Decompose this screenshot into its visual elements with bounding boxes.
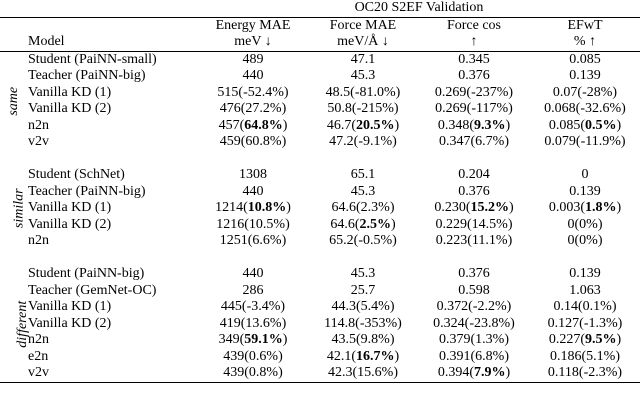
energy-mae-cell: 445(-3.4%) bbox=[220, 299, 286, 314]
efwt-cell: 0.085 bbox=[530, 51, 640, 68]
force-mae-cell: 47.2(-9.1%) bbox=[329, 134, 397, 149]
efwt-cell: 0.139 bbox=[569, 266, 601, 281]
force-mae-cell: 46.7(20.5%) bbox=[326, 117, 400, 133]
efwt-cell: 0.07(-28%) bbox=[552, 84, 618, 100]
energy-mae-cell: 286 bbox=[242, 282, 264, 298]
force-mae-cell: 45.3 bbox=[350, 266, 376, 281]
model-name-cell: v2v bbox=[28, 365, 198, 382]
model-name-cell: Teacher (PaiNN-big) bbox=[28, 183, 146, 199]
model-name-cell: Vanilla KD (1) bbox=[28, 200, 112, 215]
group-spacer bbox=[0, 151, 640, 168]
table-row bbox=[0, 349, 640, 366]
table-row bbox=[0, 266, 640, 283]
efwt-cell: 0.003(1.8%) bbox=[548, 200, 622, 215]
group-label-text: same bbox=[6, 86, 22, 116]
table-row bbox=[0, 167, 640, 184]
efwt-cell: 0.139 bbox=[569, 183, 601, 199]
energy-mae-cell: 1308 bbox=[239, 167, 267, 182]
table-row bbox=[0, 118, 640, 135]
table-row bbox=[0, 68, 640, 85]
energy-mae-cell: 419(13.6%) bbox=[219, 315, 287, 331]
force-cos-cell: 0.379(1.3%) bbox=[439, 332, 509, 347]
table-row bbox=[0, 200, 640, 217]
table-row bbox=[0, 316, 640, 333]
energy-mae-cell: 1216(10.5%) bbox=[216, 216, 290, 232]
energy-mae-cell: 439(0.6%) bbox=[223, 348, 283, 364]
header-row-1 bbox=[0, 17, 640, 34]
force-mae-cell: 45.3 bbox=[350, 183, 376, 199]
force-cos-cell: 0.229(14.5%) bbox=[435, 216, 513, 232]
header-force-mae: Force MAE bbox=[308, 17, 418, 34]
table-row bbox=[0, 101, 640, 118]
group-label-text: similar bbox=[11, 188, 27, 229]
force-cos-cell: 0.230(15.2%) bbox=[434, 200, 514, 215]
force-cos-cell: 0.204 bbox=[458, 167, 490, 182]
header-model: Model bbox=[28, 34, 65, 49]
force-cos-cell: 0.598 bbox=[458, 282, 490, 298]
model-name-cell: e2n bbox=[28, 348, 49, 364]
table-row bbox=[0, 184, 640, 201]
efwt-cell: 0.118(-2.3%) bbox=[530, 365, 640, 382]
efwt-cell: 0(0%) bbox=[567, 216, 603, 232]
model-name-cell: Vanilla KD (2) bbox=[28, 315, 112, 331]
force-mae-cell: 47.1 bbox=[308, 51, 418, 68]
efwt-cell: 0.127(-1.3%) bbox=[547, 315, 623, 331]
group-label-same bbox=[0, 51, 28, 151]
efwt-cell: 0 bbox=[581, 167, 589, 182]
model-name-cell: n2n bbox=[28, 117, 49, 133]
table-row bbox=[0, 283, 640, 300]
model-name-cell: Vanilla KD (1) bbox=[28, 299, 112, 314]
energy-mae-cell: 440 bbox=[242, 183, 264, 199]
force-cos-cell: 0.269(-237%) bbox=[434, 84, 514, 100]
energy-mae-cell: 515(-52.4%) bbox=[217, 84, 289, 100]
efwt-cell: 0(0%) bbox=[567, 233, 603, 248]
efwt-cell: 1.063 bbox=[569, 282, 601, 298]
table-row bbox=[0, 217, 640, 234]
table-row bbox=[0, 365, 640, 382]
efwt-cell: 0.068(-32.6%) bbox=[544, 101, 626, 116]
energy-mae-cell: 459(60.8%) bbox=[219, 134, 287, 149]
table-title: OC20 S2EF Validation bbox=[354, 0, 484, 15]
model-name-cell: Student (PaiNN-small) bbox=[28, 51, 198, 68]
energy-mae-cell: 489 bbox=[198, 51, 308, 68]
force-cos-cell: 0.223(11.1%) bbox=[435, 233, 513, 248]
energy-mae-cell: 476(27.2%) bbox=[219, 101, 287, 116]
force-cos-cell: 0.376 bbox=[458, 68, 490, 83]
force-cos-cell: 0.391(6.8%) bbox=[439, 348, 509, 364]
model-name-cell: Student (PaiNN-big) bbox=[28, 266, 145, 281]
header-force-cos: Force cos bbox=[418, 17, 530, 34]
group-label-similar bbox=[0, 167, 28, 250]
header-row-2 bbox=[0, 34, 640, 51]
energy-mae-cell: 457(64.8%) bbox=[218, 117, 288, 133]
model-name-cell: Teacher (PaiNN-big) bbox=[28, 68, 146, 83]
model-name-cell: Vanilla KD (2) bbox=[28, 101, 112, 116]
energy-mae-cell: 440 bbox=[242, 68, 264, 83]
table-row bbox=[0, 332, 640, 349]
force-mae-cell: 65.1 bbox=[350, 167, 376, 182]
model-name-cell: n2n bbox=[28, 332, 49, 347]
force-mae-cell: 50.8(-215%) bbox=[327, 101, 399, 116]
efwt-cell: 0.139 bbox=[569, 68, 601, 83]
force-mae-cell: 25.7 bbox=[350, 282, 376, 298]
group-label-different bbox=[0, 266, 31, 382]
table-row bbox=[0, 85, 640, 102]
energy-mae-cell: 1214(10.8%) bbox=[215, 200, 291, 215]
energy-mae-cell: 1251(6.6%) bbox=[219, 233, 287, 248]
table-row bbox=[0, 299, 640, 316]
force-mae-cell: 42.3(15.6%) bbox=[308, 365, 418, 382]
header-energy-mae: Energy MAE bbox=[198, 17, 308, 34]
force-cos-cell: 0.347(6.7%) bbox=[439, 134, 509, 149]
force-mae-cell: 44.3(5.4%) bbox=[331, 299, 395, 314]
force-cos-cell: 0.394(7.9%) bbox=[418, 365, 530, 382]
header-efwt: EFwT bbox=[530, 17, 640, 34]
model-name-cell: Vanilla KD (1) bbox=[28, 84, 112, 100]
model-name-cell: Teacher (GemNet-OC) bbox=[28, 282, 157, 298]
force-mae-cell: 48.5(-81.0%) bbox=[325, 84, 401, 100]
force-mae-cell: 64.6(2.3%) bbox=[331, 200, 395, 215]
efwt-cell: 0.14(0.1%) bbox=[553, 299, 617, 314]
header-efwt-unit: % ↑ bbox=[573, 34, 597, 49]
table-row bbox=[0, 134, 640, 151]
model-name-cell: Student (SchNet) bbox=[28, 167, 125, 182]
efwt-cell: 0.079(-11.9%) bbox=[544, 134, 626, 149]
force-cos-cell: 0.372(-2.2%) bbox=[436, 299, 512, 314]
model-name-cell: n2n bbox=[28, 233, 49, 248]
force-cos-cell: 0.345 bbox=[418, 51, 530, 68]
model-name-cell: Vanilla KD (2) bbox=[28, 216, 112, 232]
efwt-cell: 0.186(5.1%) bbox=[550, 348, 620, 364]
header-force-cos-unit: ↑ bbox=[470, 34, 478, 49]
force-mae-cell: 64.6(2.5%) bbox=[330, 216, 396, 232]
group-spacer bbox=[0, 250, 640, 267]
force-mae-cell: 42.1(16.7%) bbox=[326, 348, 400, 364]
force-cos-cell: 0.376 bbox=[458, 183, 490, 199]
header-force-unit: meV/Å ↓ bbox=[337, 34, 389, 49]
group-label-text: different bbox=[15, 300, 31, 348]
energy-mae-cell: 439(0.8%) bbox=[198, 365, 308, 382]
efwt-cell: 0.085(0.5%) bbox=[548, 117, 622, 133]
model-name-cell: v2v bbox=[28, 134, 49, 149]
title-row bbox=[0, 0, 640, 17]
force-mae-cell: 114.8(-353%) bbox=[324, 315, 402, 331]
energy-mae-cell: 349(59.1%) bbox=[218, 332, 288, 347]
force-cos-cell: 0.348(9.3%) bbox=[437, 117, 511, 133]
force-mae-cell: 43.5(9.8%) bbox=[331, 332, 395, 347]
header-energy-unit: meV ↓ bbox=[234, 34, 272, 49]
table-row bbox=[0, 233, 640, 250]
force-mae-cell: 45.3 bbox=[350, 68, 376, 83]
efwt-cell: 0.227(9.5%) bbox=[548, 332, 622, 347]
force-mae-cell: 65.2(-0.5%) bbox=[329, 233, 397, 248]
force-cos-cell: 0.269(-117%) bbox=[435, 101, 513, 116]
table-row bbox=[0, 51, 640, 68]
force-cos-cell: 0.324(-23.8%) bbox=[433, 315, 515, 331]
energy-mae-cell: 440 bbox=[242, 266, 264, 281]
force-cos-cell: 0.376 bbox=[458, 266, 490, 281]
